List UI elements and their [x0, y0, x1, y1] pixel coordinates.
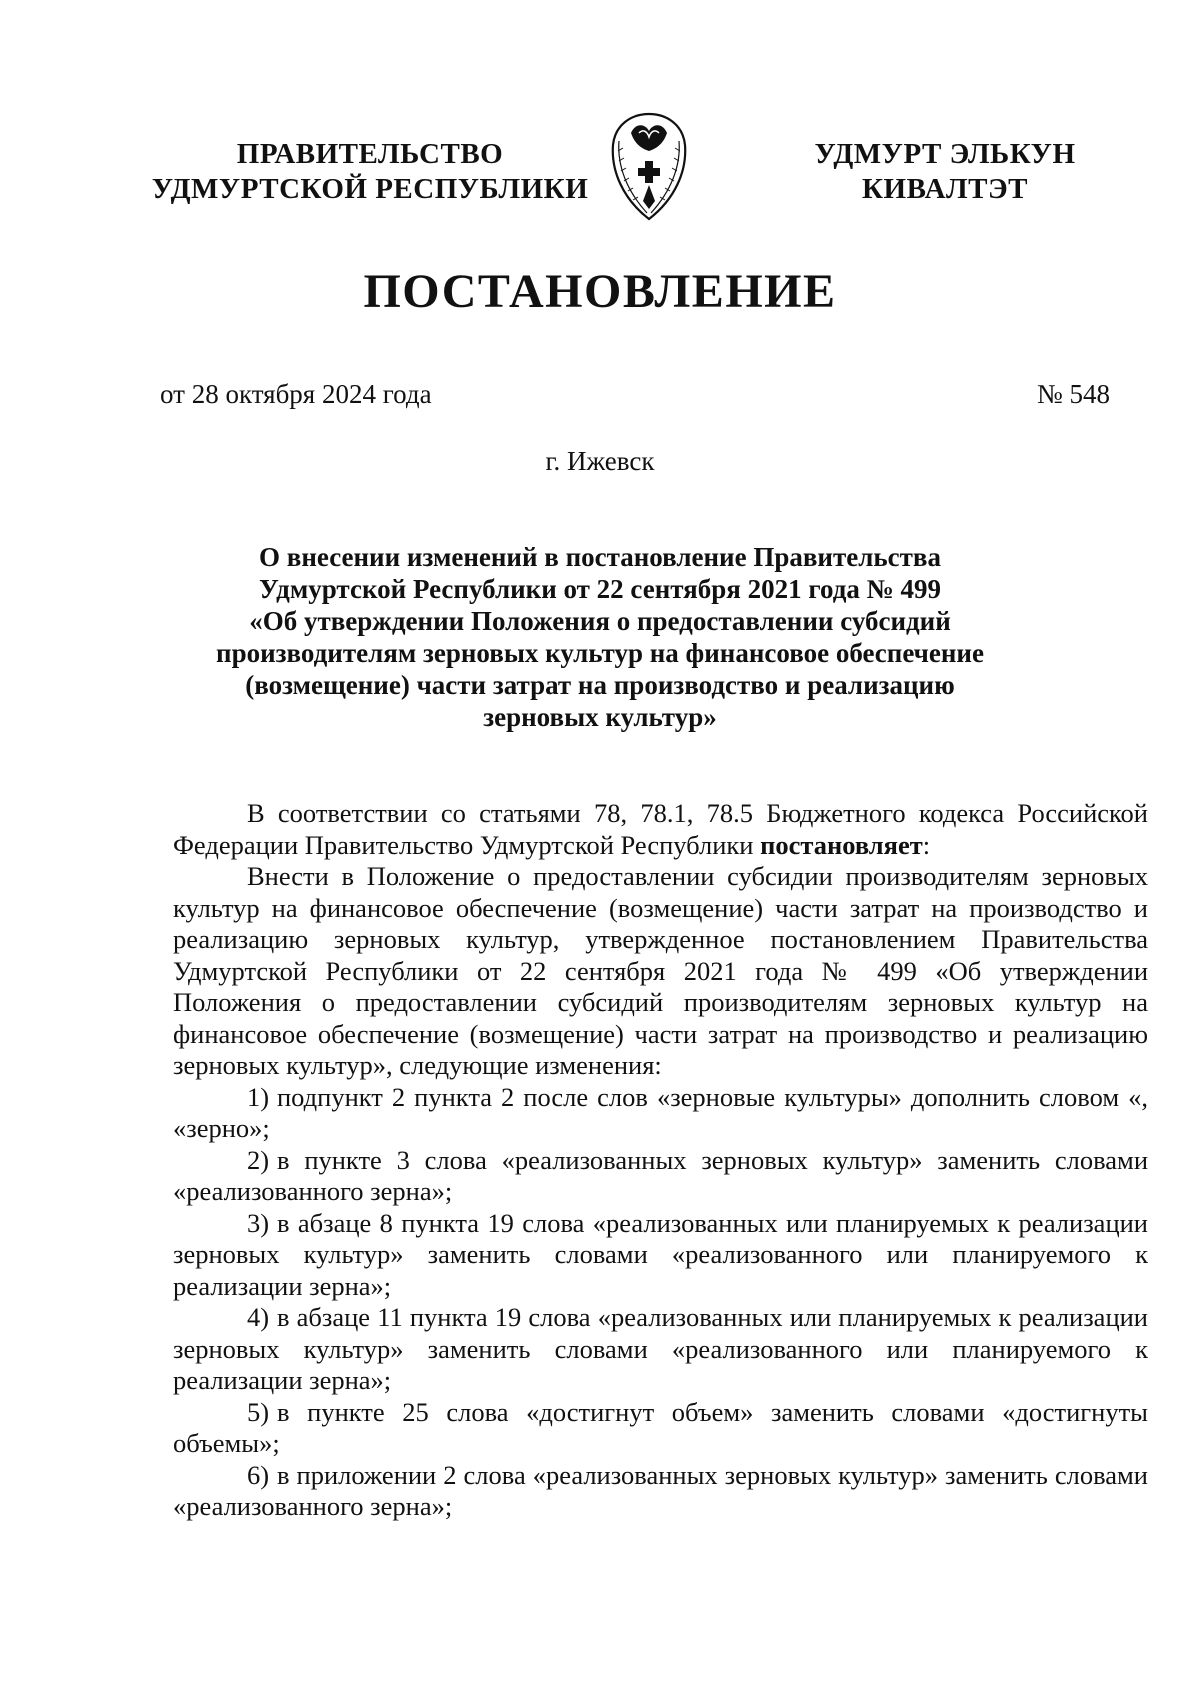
- subject-line: (возмещение) части затрат на производство и реализацию: [245, 670, 955, 700]
- amendment-number: 4): [247, 1302, 270, 1332]
- intro-decree-word: постановляет: [760, 829, 923, 860]
- document-city: г. Ижевск: [545, 446, 655, 476]
- amendment-item: [173, 1145, 1148, 1208]
- amendment-item: [173, 1082, 1148, 1145]
- amendment-number: 1): [247, 1081, 270, 1112]
- amendment-text: в приложении 2 слова «реализованных зерновых культур» заменить словами «реализованного зерна»;: [173, 1459, 1148, 1521]
- subject-line: производителям зерновых культур на финансовое обеспечение: [216, 638, 984, 668]
- amendment-number: 3): [247, 1207, 270, 1238]
- amendment-text: в абзаце 11 пункта 19 слова «реализованных или планируемых к реализации зерновых культур» заменить словами «реализованного или планируемого к реализации зерна»;: [173, 1302, 1148, 1395]
- document-number: № 548: [1036, 379, 1110, 409]
- document-body: [173, 798, 1148, 1523]
- document-date: от 28 октября 2024 года: [160, 379, 432, 409]
- intro-colon: :: [922, 829, 931, 860]
- amendment-text: подпункт 2 пункта 2 после слов «зерновые культуры» дополнить словом «, «зерно»;: [173, 1081, 1148, 1143]
- amendment-item: [173, 1208, 1148, 1303]
- header-right-line2: КИВАЛТЭТ: [861, 173, 1028, 205]
- amendment-item: [173, 1302, 1148, 1397]
- header-left: [150, 137, 590, 207]
- amendment-number: 6): [247, 1459, 270, 1490]
- subject-line: Удмуртской Республики от 22 сентября 2021 года № 499: [258, 574, 942, 604]
- header-left-line1: ПРАВИТЕЛЬСТВО: [236, 138, 504, 170]
- intro-paragraph: [173, 798, 1148, 861]
- main-paragraph: Внести в Положение о предоставлении субсидии производителям зерновых культур на финансовое обеспечение (возмещение) части затрат на производство и реализацию зерновых культур, утвержденное постановлением Правительства Удмуртской Республики от 22 сентября 2021 года № 499 «Об утверждении Положения о предоставлении субсидий производителям зерновых культур на финансовое обеспечение (возмещение) части затрат на производство и реализацию зерновых культур», следующие изменения:: [173, 861, 1148, 1080]
- intro-text: В соответствии со статьями 78, 78.1, 78.5 Бюджетного кодекса Российской Федерации Правительство Удмуртской Республики: [173, 798, 1148, 860]
- header-left-line2: УДМУРТСКОЙ РЕСПУБЛИКИ: [151, 173, 589, 205]
- amendment-number: 5): [247, 1396, 270, 1427]
- subject-line: О внесении изменений в постановление Правительства: [259, 542, 941, 572]
- amendment-text: в пункте 25 слова «достигнут объем» заменить словами «достигнуты объемы»;: [173, 1396, 1148, 1458]
- amendment-text: в пункте 3 слова «реализованных зерновых культур» заменить словами «реализованного зерна»;: [173, 1144, 1148, 1206]
- document-title: ПОСТАНОВЛЕНИЕ: [363, 265, 837, 318]
- amendment-item: [173, 1460, 1148, 1523]
- amendment-item: [173, 1397, 1148, 1460]
- amendment-text: в абзаце 8 пункта 19 слова «реализованных или планируемых к реализации зерновых культур» заменить словами «реализованного или планируемого к реализации зерна»;: [173, 1207, 1148, 1301]
- subject-line: «Об утверждении Положения о предоставлении субсидий: [249, 606, 951, 636]
- header-right-line1: УДМУРТ ЭЛЬКУН: [814, 138, 1076, 170]
- document-subject: [170, 541, 1030, 733]
- subject-line: зерновых культур»: [483, 702, 717, 732]
- amendment-number: 2): [247, 1144, 270, 1175]
- header-right: [800, 137, 1090, 207]
- udmurt-coat-of-arms-icon: [609, 111, 689, 223]
